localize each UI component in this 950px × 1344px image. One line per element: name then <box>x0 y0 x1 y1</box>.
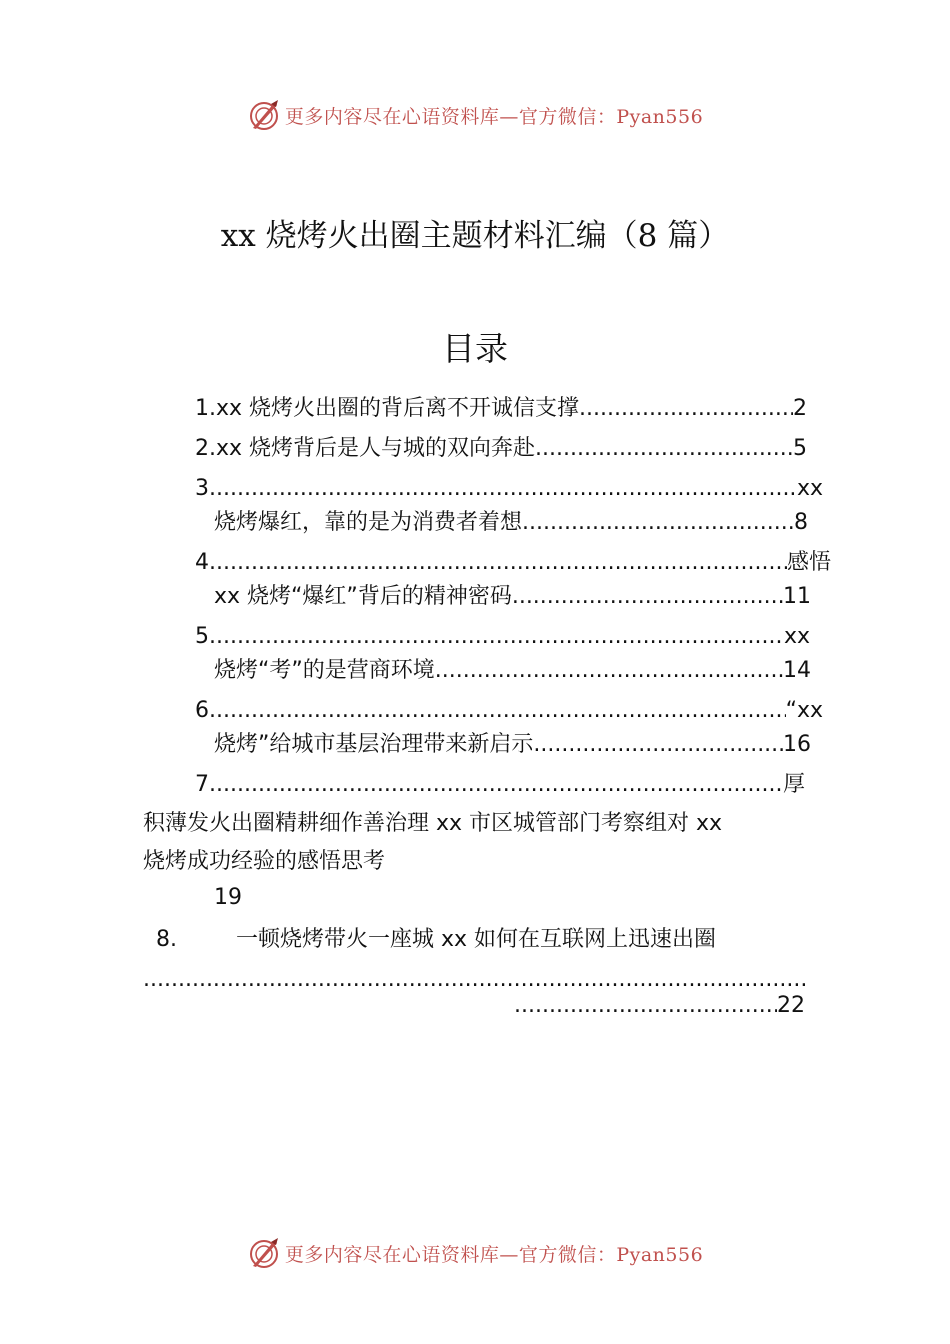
quill-seal-icon <box>247 98 281 132</box>
toc-entry-number: 5 <box>195 624 209 649</box>
toc-page-number: 16 <box>783 732 811 757</box>
toc-entry-6-line2[interactable] <box>214 730 811 760</box>
toc-entry-title-start: xx <box>796 476 823 501</box>
footer-banner <box>0 1233 950 1273</box>
toc-entry-number: 4 <box>195 550 209 575</box>
toc-entry-title: xx 烧烤“爆红”背后的精神密码 <box>214 584 512 609</box>
header-banner <box>0 95 950 135</box>
toc-leader <box>579 394 793 424</box>
toc-page-number: 8 <box>794 510 808 535</box>
toc-entry-title-start: xx <box>783 624 810 649</box>
toc-entry-4-line2[interactable] <box>214 582 811 612</box>
toc-leader <box>535 434 793 464</box>
toc-entry-title: 烧烤“考”的是营商环境 <box>214 658 435 683</box>
toc-entry-title: 烧烤爆红，靠的是为消费者着想 <box>214 510 523 535</box>
toc-leader <box>514 991 777 1021</box>
toc-entry-title: 烧烤”给城市基层治理带来新启示 <box>214 732 534 757</box>
toc-entry-title: 2.xx 烧烤背后是人与城的双向奔赴 <box>195 436 536 461</box>
toc-entry-2[interactable] <box>195 434 807 464</box>
toc-page-number: 14 <box>783 658 811 683</box>
toc-leader <box>209 696 786 726</box>
toc-leader <box>209 770 783 800</box>
toc-leader <box>533 730 783 760</box>
toc-entry-6-line1[interactable] <box>195 696 823 726</box>
footer-banner-text: 更多内容尽在心语资料库—官方微信：Pyan556 <box>284 1243 704 1266</box>
toc-entry-number: 8. <box>156 927 177 952</box>
toc-leader <box>522 508 794 538</box>
toc-entry-1[interactable] <box>195 394 807 424</box>
toc-leader <box>209 548 787 578</box>
toc-entry-number: 3 <box>195 476 209 501</box>
toc-leader <box>209 474 797 504</box>
toc-entry-title-start: “xx <box>785 698 823 723</box>
toc-entry-8-title[interactable]: 一顿烧烤带火一座城 xx 如何在互联网上迅速出圈 <box>236 927 717 952</box>
toc-entry-title-start: 感悟 <box>786 550 831 575</box>
toc-entry-number: 7 <box>195 772 209 797</box>
toc-entry-title: 1.xx 烧烤火出圈的背后离不开诚信支撑 <box>195 396 580 421</box>
toc-entry-3-line2[interactable] <box>214 508 808 538</box>
quill-seal-icon <box>247 1236 281 1270</box>
document-title: xx 烧烤火出圈主题材料汇编（8 篇） <box>220 218 730 254</box>
toc-entry-5-line2[interactable] <box>214 656 811 686</box>
toc-page-number: 11 <box>783 584 811 609</box>
toc-page-number: 22 <box>777 993 805 1018</box>
toc-entry-7-line3[interactable]: 烧烤成功经验的感悟思考 <box>143 849 386 874</box>
toc-leader <box>435 656 783 686</box>
toc-leader <box>209 622 784 652</box>
toc-page-number: 2 <box>793 396 807 421</box>
toc-page-number: 5 <box>793 436 807 461</box>
toc-entry-title-start: 厚 <box>782 772 805 797</box>
toc-entry-8-page-line[interactable] <box>514 991 805 1021</box>
toc-entry-7-line1[interactable] <box>195 770 805 800</box>
toc-heading: 目录 <box>442 329 508 368</box>
toc-entry-number: 6 <box>195 698 209 723</box>
toc-entry-7-line2[interactable]: 积薄发火出圈精耕细作善治理 xx 市区城管部门考察组对 xx <box>143 811 723 836</box>
toc-entry-5-line1[interactable] <box>195 622 810 652</box>
header-banner-text: 更多内容尽在心语资料库—官方微信：Pyan556 <box>284 105 704 128</box>
toc-leader <box>512 582 783 612</box>
toc-page-number[interactable]: 19 <box>214 885 242 910</box>
toc-entry-4-line1[interactable] <box>195 548 831 578</box>
toc-entry-3-line1[interactable] <box>195 474 823 504</box>
